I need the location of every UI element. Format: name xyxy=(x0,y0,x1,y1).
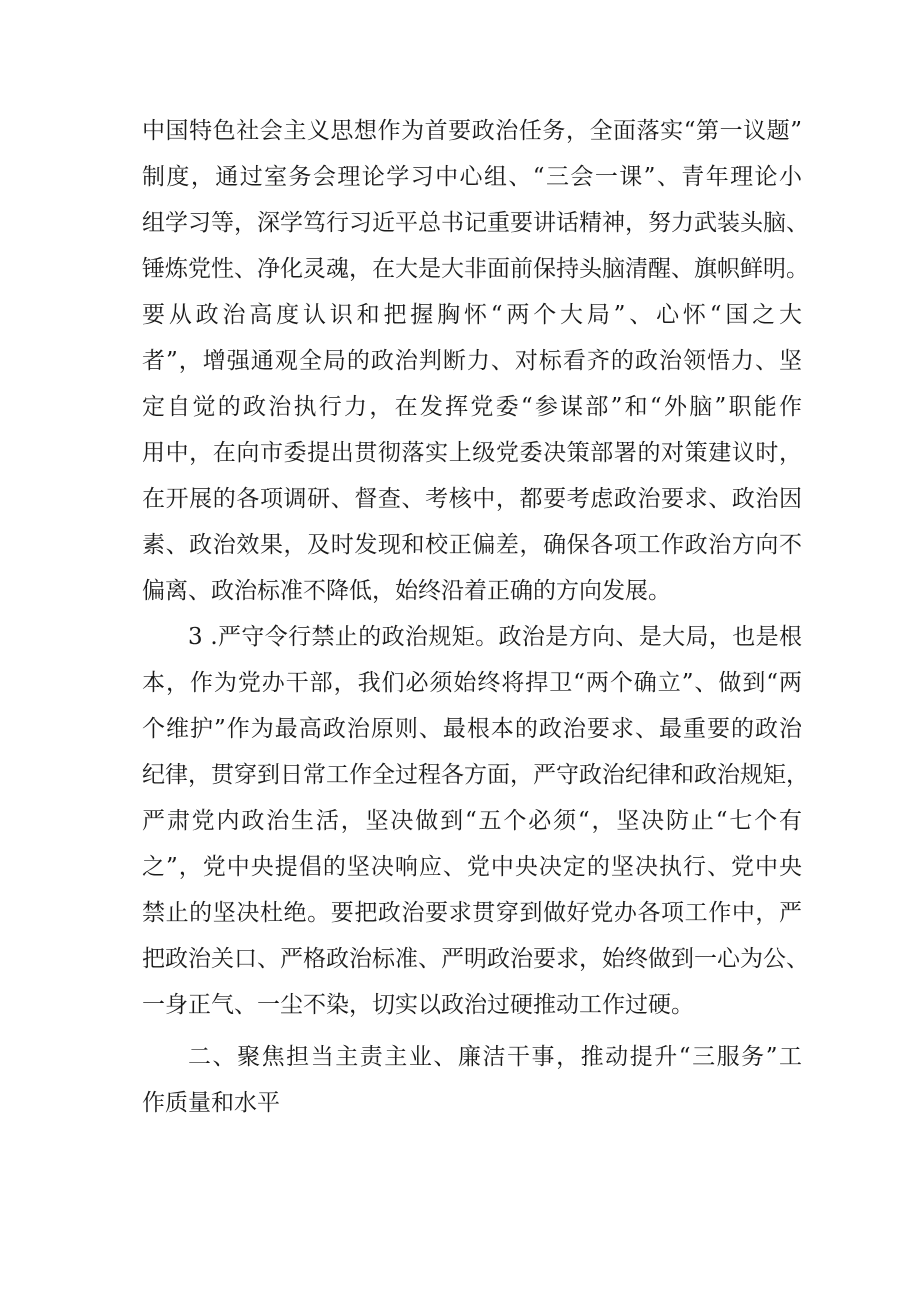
section-heading-2-line-1: 二、聚焦担当主责主业、廉洁干事，推动提升“三服务”工 xyxy=(188,1044,802,1070)
paragraph-line-2: 制度，通过室务会理论学习中心组、“三会一课”、青年理论小 xyxy=(142,164,802,190)
paragraph-line-16: 严肃党内政治生活，坚决做到“五个必须“，坚决防止“七个有 xyxy=(142,808,802,834)
paragraph-line-14: 个维护”作为最高政治原则、最根本的政治要求、最重要的政治 xyxy=(142,716,802,742)
paragraph-line-8: 用中，在向市委提出贯彻落实上级党委决策部署的对策建议时， xyxy=(142,440,802,466)
paragraph-line-18: 禁止的坚决杜绝。要把政治要求贯穿到做好党办各项工作中，严 xyxy=(142,900,802,926)
paragraph-line-6: 者”，增强通观全局的政治判断力、对标看齐的政治领悟力、坚 xyxy=(142,348,802,374)
paragraph-line-5: 要从政治高度认识和把握胸怀“两个大局”、心怀“国之大 xyxy=(142,302,802,328)
paragraph-line-17: 之”，党中央提倡的坚决响应、党中央决定的坚决执行、党中央 xyxy=(142,854,802,880)
paragraph-line-9: 在开展的各项调研、督查、考核中，都要考虑政治要求、政治因 xyxy=(142,486,802,512)
paragraph-line-11: 偏离、政治标准不降低，始终沿着正确的方向发展。 xyxy=(142,578,671,604)
paragraph-line-4: 锤炼党性、净化灵魂，在大是大非面前保持头脑清醒、旗帜鲜明。 xyxy=(142,256,809,282)
paragraph-line-1: 中国特色社会主义思想作为首要政治任务，全面落实“第一议题” xyxy=(142,118,802,144)
paragraph-line-20: 一身正气、一尘不染，切实以政治过硬推动工作过硬。 xyxy=(142,992,694,1018)
paragraph-line-13: 本，作为党办干部，我们必须始终将捍卫“两个确立”、做到“两 xyxy=(142,670,802,696)
paragraph-line-7: 定自觉的政治执行力，在发挥党委“参谋部”和“外脑”职能作 xyxy=(142,394,802,420)
section-heading-2-line-2: 作质量和水平 xyxy=(142,1090,280,1116)
paragraph-line-3: 组学习等，深学笃行习近平总书记重要讲话精神，努力武装头脑、 xyxy=(142,210,809,236)
paragraph-line-10: 素、政治效果，及时发现和校正偏差，确保各项工作政治方向不 xyxy=(142,532,802,558)
paragraph-line-19: 把政治关口、严格政治标准、严明政治要求，始终做到一心为公、 xyxy=(142,946,809,972)
section-3-heading-line: 3 .严守令行禁止的政治规矩。政治是方向、是大局，也是根 xyxy=(188,624,802,650)
paragraph-line-15: 纪律，贯穿到日常工作全过程各方面，严守政治纪律和政治规矩， xyxy=(142,762,809,788)
